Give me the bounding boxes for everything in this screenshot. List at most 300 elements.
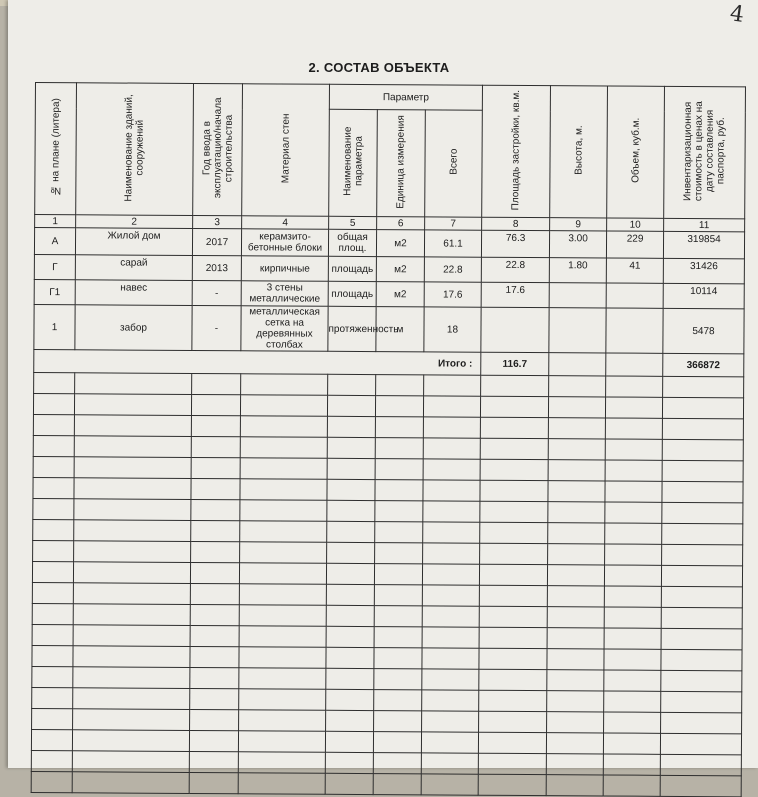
empty-cell — [605, 523, 662, 544]
empty-cell — [33, 456, 74, 477]
cell-total: 17.6 — [424, 282, 481, 307]
empty-cell — [660, 733, 741, 754]
empty-cell — [32, 582, 73, 603]
empty-cell — [422, 564, 479, 585]
empty-cell — [239, 710, 326, 732]
empty-cell — [605, 418, 662, 439]
column-number: 1 — [35, 215, 76, 228]
empty-cell — [189, 751, 238, 772]
empty-cell — [327, 416, 375, 437]
empty-cell — [546, 733, 603, 754]
empty-cell — [605, 544, 662, 565]
empty-cell — [661, 670, 742, 691]
empty-cell — [73, 667, 190, 689]
cell-material: керамзито-бетонные блоки — [241, 229, 328, 257]
empty-cell — [604, 670, 661, 691]
cell-num: А — [34, 228, 75, 255]
empty-cell — [327, 479, 375, 500]
empty-cell — [423, 417, 480, 438]
empty-cell — [238, 731, 325, 753]
empty-cell — [326, 626, 374, 647]
empty-cell — [74, 436, 191, 458]
empty-cell — [479, 564, 547, 585]
empty-cell — [376, 375, 424, 396]
header-num-on-plan: № на плане (литера) — [35, 83, 77, 215]
empty-cell — [32, 687, 73, 708]
empty-cell — [374, 627, 422, 648]
empty-cell — [481, 375, 549, 396]
column-number: 11 — [664, 218, 745, 231]
empty-cell — [241, 374, 328, 396]
empty-cell — [422, 690, 479, 711]
cell-year: - — [192, 280, 241, 305]
empty-cell — [478, 774, 546, 795]
empty-cell — [325, 752, 373, 773]
empty-cell — [423, 522, 480, 543]
empty-cell — [191, 394, 240, 415]
cell-name: забор — [75, 305, 192, 351]
cell-num: 1 — [34, 304, 75, 349]
empty-cell — [326, 710, 374, 731]
empty-cell — [326, 668, 374, 689]
empty-cell — [74, 520, 191, 542]
blank-rows — [31, 372, 744, 796]
empty-cell — [327, 542, 375, 563]
cell-total: 22.8 — [424, 257, 481, 282]
totals-area: 116.7 — [481, 352, 549, 375]
empty-cell — [421, 753, 478, 774]
empty-cell — [480, 501, 548, 522]
empty-cell — [190, 562, 239, 583]
empty-cell — [548, 523, 605, 544]
empty-cell — [605, 502, 662, 523]
empty-cell — [240, 416, 327, 438]
empty-cell — [605, 460, 662, 481]
cell-volume: 229 — [606, 231, 663, 258]
empty-cell — [423, 396, 480, 417]
empty-cell — [546, 775, 603, 796]
empty-cell — [373, 774, 421, 795]
empty-cell — [480, 438, 548, 459]
empty-cell — [326, 647, 374, 668]
column-number: 10 — [607, 218, 664, 231]
cell-unit: м — [376, 307, 424, 352]
empty-cell — [326, 689, 374, 710]
cell-param: протяженность — [328, 306, 376, 351]
empty-cell — [479, 669, 547, 690]
empty-cell — [74, 394, 191, 416]
empty-cell — [662, 502, 743, 523]
empty-cell — [190, 709, 239, 730]
empty-cell — [239, 584, 326, 606]
column-number: 5 — [329, 216, 377, 229]
empty-cell — [327, 395, 375, 416]
empty-cell — [548, 481, 605, 502]
empty-cell — [604, 649, 661, 670]
empty-cell — [479, 627, 547, 648]
empty-cell — [33, 414, 74, 435]
empty-cell — [662, 397, 743, 418]
empty-cell — [373, 732, 421, 753]
empty-cell — [327, 521, 375, 542]
empty-cell — [375, 417, 423, 438]
empty-cell — [327, 458, 375, 479]
cell-year: 2013 — [192, 255, 241, 280]
empty-cell — [73, 562, 190, 584]
empty-cell — [604, 607, 661, 628]
empty-cell — [189, 730, 238, 751]
totals-label: Итого : — [34, 349, 481, 375]
empty-cell — [191, 541, 240, 562]
cell-year: 2017 — [192, 228, 241, 255]
empty-cell — [421, 732, 478, 753]
empty-cell — [606, 376, 663, 397]
empty-cell — [326, 605, 374, 626]
cell-area: 17.6 — [481, 282, 549, 307]
empty-cell — [240, 500, 327, 522]
empty-cell — [191, 499, 240, 520]
empty-cell — [547, 712, 604, 733]
empty-cell — [546, 754, 603, 775]
empty-cell — [662, 481, 743, 502]
cell-area — [481, 307, 549, 352]
composition-table — [31, 82, 746, 797]
empty-cell — [662, 544, 743, 565]
empty-cell — [660, 775, 741, 796]
empty-cell — [239, 668, 326, 690]
empty-cell — [239, 647, 326, 669]
empty-cell — [374, 648, 422, 669]
empty-cell — [73, 604, 190, 626]
cell-area: 22.8 — [481, 257, 549, 282]
empty-cell — [604, 586, 661, 607]
empty-cell — [604, 691, 661, 712]
empty-cell — [32, 603, 73, 624]
empty-cell — [662, 439, 743, 460]
empty-cell — [74, 499, 191, 521]
cell-total: 18 — [424, 307, 481, 352]
empty-cell — [548, 418, 605, 439]
empty-cell — [240, 395, 327, 417]
empty-cell — [374, 711, 422, 732]
empty-cell — [662, 418, 743, 439]
cell-cost: 10114 — [663, 283, 744, 308]
cell-name: навес — [75, 280, 192, 306]
empty-cell — [479, 690, 547, 711]
empty-cell — [33, 435, 74, 456]
empty-cell — [328, 374, 376, 395]
cell-material: кирпичные — [241, 256, 328, 282]
empty-cell — [190, 667, 239, 688]
cell-height: 3.00 — [549, 231, 606, 258]
empty-cell — [547, 691, 604, 712]
cell-num: Г — [34, 254, 75, 279]
empty-cell — [662, 460, 743, 481]
empty-cell — [72, 730, 189, 752]
empty-cell — [191, 436, 240, 457]
empty-cell — [480, 417, 548, 438]
empty-cell — [422, 627, 479, 648]
empty-cell — [373, 753, 421, 774]
empty-cell — [547, 586, 604, 607]
table-row — [34, 304, 744, 353]
cell-material: 3 стены металлические — [241, 281, 328, 307]
empty-cell — [374, 606, 422, 627]
column-number: 3 — [193, 215, 242, 228]
empty-cell — [661, 607, 742, 628]
empty-cell — [374, 564, 422, 585]
empty-cell — [375, 543, 423, 564]
empty-cell — [191, 520, 240, 541]
empty-cell — [325, 773, 373, 794]
empty-cell — [549, 376, 606, 397]
empty-cell — [240, 542, 327, 564]
column-number: 9 — [550, 218, 607, 231]
empty-cell — [33, 477, 74, 498]
empty-cell — [661, 649, 742, 670]
cell-param: площадь — [328, 281, 376, 306]
empty-cell — [32, 561, 73, 582]
empty-cell — [375, 396, 423, 417]
empty-cell — [548, 439, 605, 460]
cell-height: 1.80 — [549, 258, 606, 283]
empty-cell — [605, 397, 662, 418]
empty-cell — [604, 565, 661, 586]
table-row — [34, 228, 744, 259]
empty-cell — [327, 500, 375, 521]
cell-material: металлическая сетка на деревянных столбах — [241, 306, 328, 352]
empty-cell — [31, 729, 72, 750]
empty-cell — [548, 502, 605, 523]
cell-year: - — [192, 305, 241, 350]
empty-cell — [191, 457, 240, 478]
column-number: 7 — [425, 217, 482, 230]
empty-cell — [32, 708, 73, 729]
cell-volume: 41 — [606, 258, 663, 283]
cell-volume — [606, 283, 663, 308]
empty-cell — [661, 586, 742, 607]
empty-cell — [605, 439, 662, 460]
empty-cell — [239, 605, 326, 627]
empty-cell — [326, 563, 374, 584]
empty-cell — [74, 541, 191, 563]
empty-cell — [75, 373, 192, 395]
empty-cell — [479, 585, 547, 606]
empty-cell — [31, 750, 72, 771]
empty-cell — [73, 646, 190, 668]
empty-cell — [480, 396, 548, 417]
empty-cell — [375, 501, 423, 522]
empty-cell — [663, 376, 744, 397]
empty-cell — [423, 480, 480, 501]
header-area: Площадь застройки, кв.м. — [482, 85, 551, 217]
empty-cell — [479, 606, 547, 627]
empty-cell — [422, 585, 479, 606]
empty-cell — [32, 624, 73, 645]
column-number: 4 — [242, 216, 329, 230]
column-number: 8 — [482, 217, 550, 230]
cell-param: общая площ. — [328, 229, 376, 256]
empty-cell — [73, 583, 190, 605]
empty-cell — [547, 607, 604, 628]
cell-unit: м2 — [376, 257, 424, 282]
totals-empty — [606, 353, 663, 376]
empty-cell — [190, 625, 239, 646]
header-param-name: Наименование параметра — [329, 109, 378, 216]
empty-cell — [326, 584, 374, 605]
column-number: 6 — [377, 217, 425, 230]
empty-cell — [661, 691, 742, 712]
empty-cell — [192, 373, 241, 394]
empty-cell — [661, 712, 742, 733]
empty-cell — [603, 733, 660, 754]
empty-cell — [190, 646, 239, 667]
empty-cell — [74, 457, 191, 479]
cell-unit: м2 — [376, 230, 424, 257]
empty-cell — [424, 375, 481, 396]
empty-cell — [238, 752, 325, 774]
empty-cell — [190, 688, 239, 709]
empty-cell — [190, 604, 239, 625]
empty-cell — [72, 751, 189, 773]
cell-height — [549, 308, 606, 353]
section-title: 2. СОСТАВ ОБЪЕКТА — [308, 60, 450, 75]
empty-cell — [34, 372, 75, 393]
cell-total: 61.1 — [424, 230, 481, 257]
empty-cell — [32, 645, 73, 666]
empty-cell — [325, 731, 373, 752]
empty-cell — [375, 480, 423, 501]
page-number-handwritten: 4 — [728, 1, 746, 28]
header-cost: Инвентаризационная стоимость в ценах на дату составления паспорта, руб. — [664, 86, 746, 218]
empty-cell — [327, 437, 375, 458]
empty-cell — [191, 415, 240, 436]
totals-empty — [549, 353, 606, 376]
empty-cell — [374, 690, 422, 711]
empty-cell — [547, 649, 604, 670]
composition-table-wrapper — [31, 82, 745, 772]
empty-cell — [423, 501, 480, 522]
empty-cell — [479, 711, 547, 732]
empty-cell — [661, 565, 742, 586]
empty-cell — [375, 438, 423, 459]
empty-cell — [72, 772, 189, 794]
cell-param: площадь — [328, 256, 376, 281]
empty-cell — [661, 628, 742, 649]
header-total: Всего — [425, 110, 483, 217]
empty-cell — [238, 773, 325, 795]
empty-cell — [239, 626, 326, 648]
empty-cell — [191, 478, 240, 499]
empty-cell — [375, 459, 423, 480]
empty-cell — [239, 563, 326, 585]
empty-cell — [547, 628, 604, 649]
empty-cell — [74, 415, 191, 437]
empty-cell — [478, 753, 546, 774]
empty-cell — [480, 459, 548, 480]
empty-cell — [548, 544, 605, 565]
header-wall-material: Материал стен — [242, 84, 330, 217]
empty-cell — [422, 669, 479, 690]
header-parameter: Параметр — [329, 84, 482, 110]
empty-cell — [74, 478, 191, 500]
cell-num: Г1 — [34, 279, 75, 304]
empty-table-row — [31, 771, 741, 796]
empty-cell — [548, 460, 605, 481]
empty-cell — [423, 543, 480, 564]
empty-cell — [33, 393, 74, 414]
header-name: Наименование зданий, сооружений — [76, 83, 194, 216]
empty-cell — [239, 689, 326, 711]
empty-cell — [240, 479, 327, 501]
empty-cell — [374, 585, 422, 606]
column-number: 2 — [76, 215, 193, 229]
empty-cell — [604, 628, 661, 649]
empty-cell — [480, 480, 548, 501]
totals-cost: 366872 — [663, 353, 744, 376]
cell-cost: 31426 — [663, 258, 744, 283]
empty-cell — [605, 481, 662, 502]
empty-cell — [240, 458, 327, 480]
empty-cell — [604, 712, 661, 733]
cell-height — [549, 283, 606, 308]
empty-cell — [423, 459, 480, 480]
cell-name: Жилой дом — [75, 228, 192, 256]
empty-cell — [73, 709, 190, 731]
empty-cell — [32, 666, 73, 687]
empty-cell — [478, 732, 546, 753]
empty-cell — [480, 522, 548, 543]
empty-cell — [422, 606, 479, 627]
empty-cell — [547, 565, 604, 586]
cell-cost: 5478 — [663, 308, 744, 353]
empty-cell — [660, 754, 741, 775]
empty-cell — [374, 669, 422, 690]
empty-cell — [33, 519, 74, 540]
empty-cell — [421, 774, 478, 795]
empty-cell — [31, 771, 72, 792]
cell-unit: м2 — [376, 282, 424, 307]
header-year: Год ввода в эксплуатацию/начала строительства — [193, 83, 243, 215]
empty-cell — [422, 648, 479, 669]
empty-cell — [240, 521, 327, 543]
empty-cell — [603, 754, 660, 775]
empty-cell — [422, 711, 479, 732]
empty-cell — [662, 523, 743, 544]
empty-cell — [73, 688, 190, 710]
empty-cell — [240, 437, 327, 459]
empty-cell — [33, 498, 74, 519]
empty-cell — [603, 775, 660, 796]
cell-volume — [606, 308, 663, 353]
empty-cell — [423, 438, 480, 459]
empty-cell — [190, 583, 239, 604]
empty-cell — [480, 543, 548, 564]
empty-cell — [548, 397, 605, 418]
empty-cell — [479, 648, 547, 669]
cell-cost: 319854 — [663, 231, 744, 258]
cell-name: сарай — [75, 255, 192, 281]
empty-cell — [189, 772, 238, 793]
empty-cell — [73, 625, 190, 647]
cell-area: 76.3 — [481, 230, 549, 257]
empty-cell — [547, 670, 604, 691]
header-height: Высота, м. — [550, 86, 608, 218]
header-unit: Единица измерения — [377, 110, 426, 217]
empty-cell — [33, 540, 74, 561]
empty-cell — [375, 522, 423, 543]
header-volume: Объем, куб.м. — [607, 86, 665, 218]
